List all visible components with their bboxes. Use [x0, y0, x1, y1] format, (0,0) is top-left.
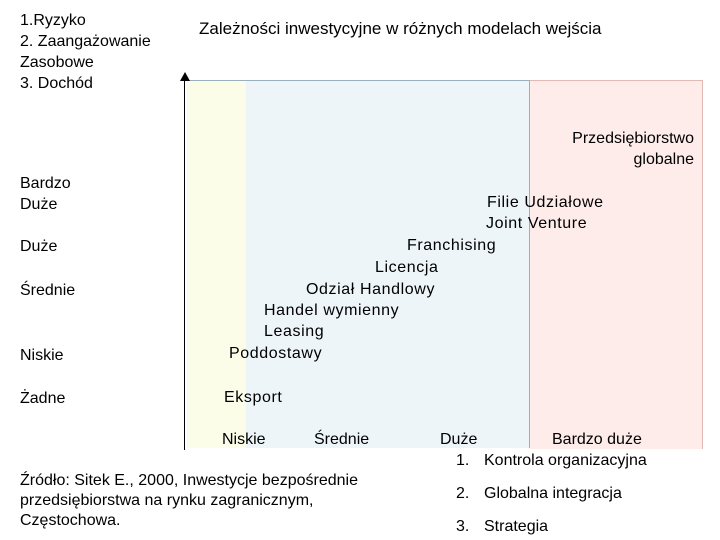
- x-legend-label: Kontrola organizacyjna: [484, 452, 647, 469]
- x-legend-number: 1.: [456, 452, 470, 469]
- x-level-medium: Średnie: [314, 431, 370, 448]
- band-top-border: [187, 80, 530, 81]
- y-legend-line-1: 1.Ryzyko: [20, 12, 86, 29]
- x-legend-label: Globalna integracja: [484, 485, 622, 502]
- entry-mode-subcontracting: Poddostawy: [229, 345, 323, 362]
- x-level-large: Duże: [440, 431, 478, 448]
- x-legend-number: 3.: [456, 518, 470, 535]
- entry-mode-licensing: Licencja: [375, 259, 439, 276]
- y-level-medium: Średnie: [20, 282, 76, 299]
- x-level-very-large: Bardzo duże: [552, 431, 642, 448]
- global-enterprise-label: Przedsiębiorstwo globalne: [572, 130, 694, 168]
- x-legend-item: [456, 485, 622, 503]
- x-legend-item: [456, 452, 647, 470]
- entry-mode-franchising: Franchising: [407, 237, 497, 254]
- x-level-low: Niskie: [222, 431, 266, 448]
- entry-mode-barter: Handel wymienny: [264, 302, 400, 319]
- y-level-large: Duże: [20, 238, 58, 255]
- y-legend-line-2: 2. Zaangażowanie Zasobowe: [20, 33, 151, 71]
- y-axis-line: [184, 80, 185, 450]
- y-axis-legend: [20, 10, 185, 94]
- x-legend-number: 2.: [456, 485, 470, 502]
- diagram-title: Zależności inwestycyjne w różnych modelach wejścia: [199, 19, 602, 38]
- y-level-very-large: Bardzo Duże: [20, 175, 71, 213]
- source-citation: Źródło: Sitek E., 2000, Inwestycje bezpośrednie przedsiębiorstwa na rynku zagranicznym, Częstochowa.: [20, 472, 358, 529]
- entry-mode-leasing: Leasing: [264, 323, 325, 340]
- entry-mode-joint-venture: Joint Venture: [486, 215, 588, 232]
- entry-mode-subsidiaries: Filie Udziałowe: [487, 194, 604, 211]
- entry-mode-export: Eksport: [224, 389, 283, 406]
- y-legend-line-3: 3. Dochód: [20, 75, 93, 92]
- x-legend-item: [456, 518, 548, 536]
- y-level-none: Żadne: [20, 390, 66, 407]
- x-legend-label: Strategia: [484, 518, 549, 535]
- entry-mode-sales-branch: Odział Handlowy: [306, 281, 436, 298]
- y-level-low: Niskie: [20, 347, 64, 364]
